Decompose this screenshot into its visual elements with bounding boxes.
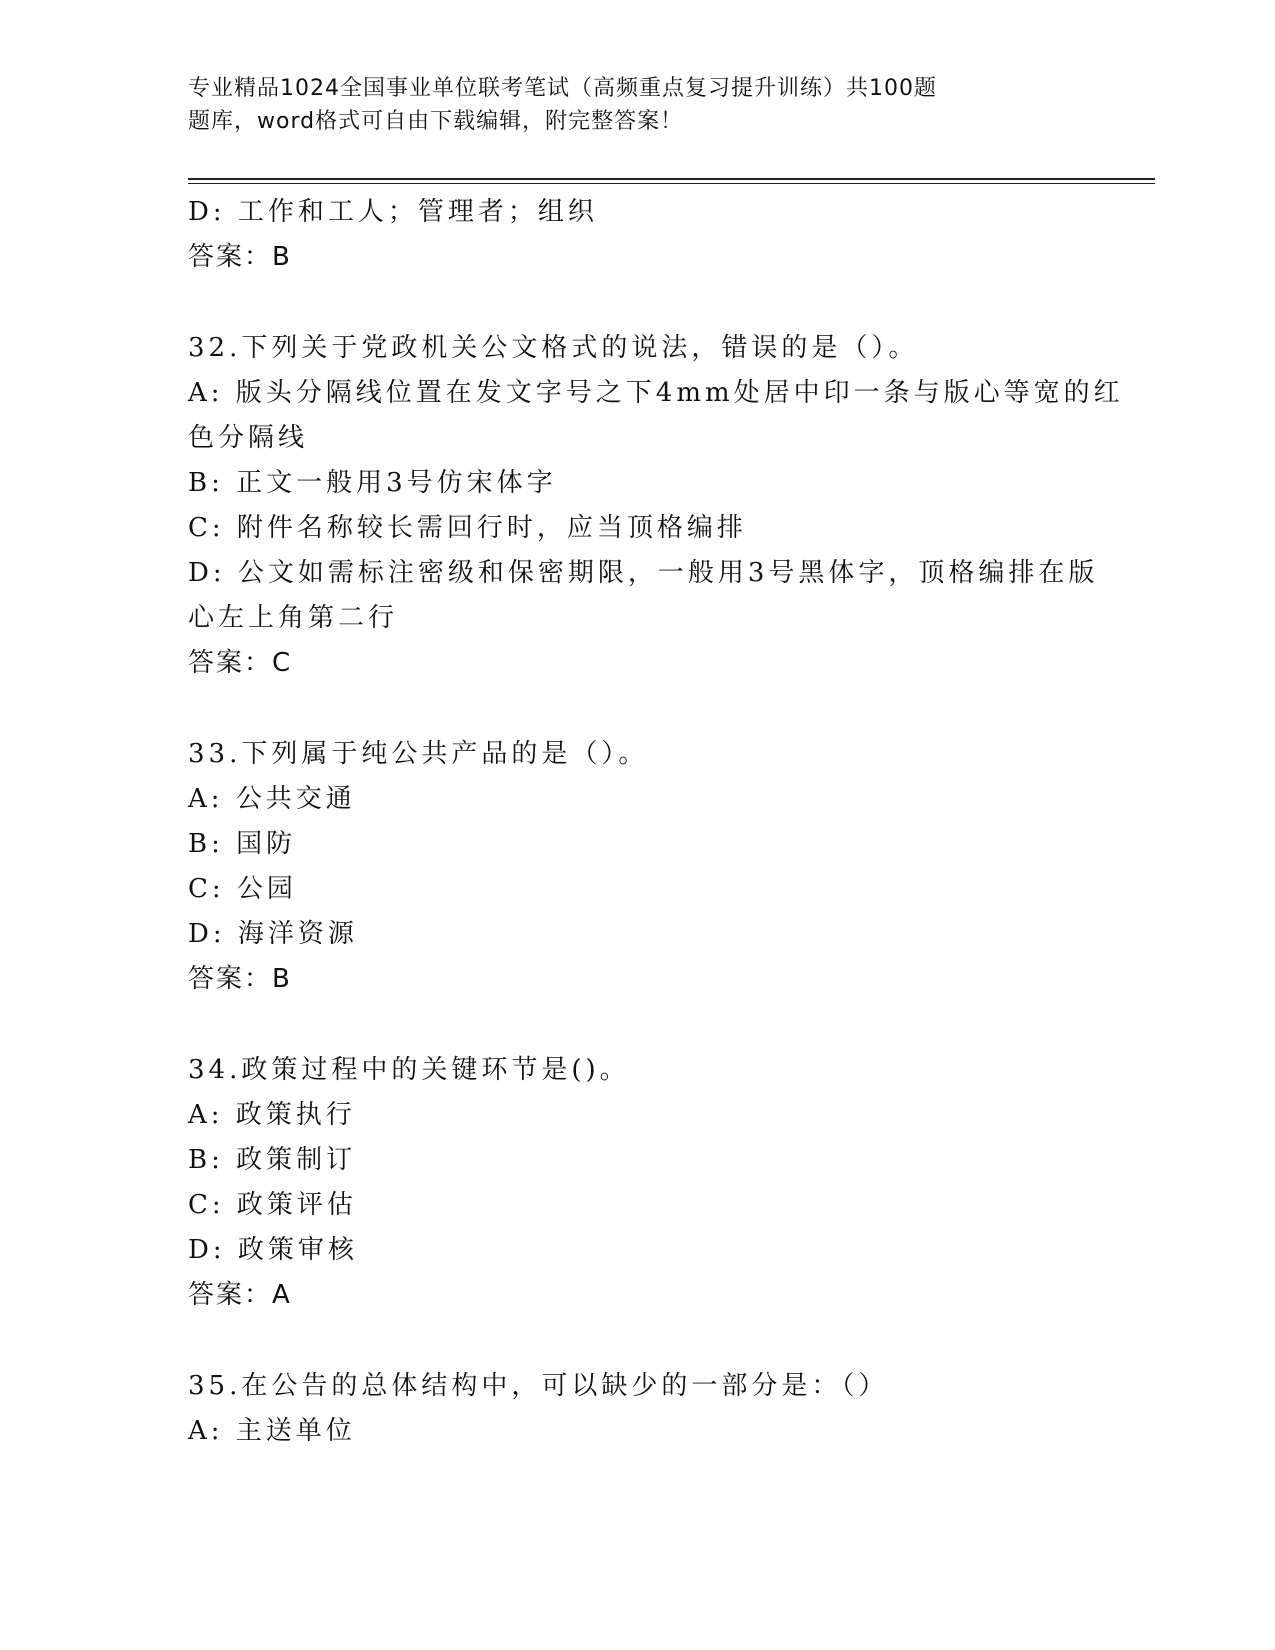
q32-option-d-line-2: 心左上角第二行 [188, 603, 399, 633]
q34-option-b: B: 政策制订 [188, 1145, 357, 1175]
header-title-line-1: 专业精品1024全国事业单位联考笔试（高频重点复习提升训练）共100题 [188, 76, 937, 101]
q32-option-b: B: 正文一般用3号仿宋体字 [188, 468, 557, 498]
q33-question: 33.下列属于纯公共产品的是（）。 [188, 739, 649, 769]
q34-question: 34.政策过程中的关键环节是()。 [188, 1055, 630, 1085]
q32-option-a-line-1: A: 版头分隔线位置在发文字号之下4mm处居中印一条与版心等宽的红 [188, 378, 1124, 408]
q31-answer: 答案：B [188, 242, 292, 272]
q33-option-a: A: 公共交通 [188, 784, 356, 814]
spacer [188, 1002, 1088, 1048]
q33-answer: 答案：B [188, 964, 292, 994]
header-divider [188, 178, 1155, 184]
header-title-line-2: 题库，word格式可自由下载编辑，附完整答案！ [188, 109, 684, 134]
page-header [188, 72, 1018, 138]
q32-answer: 答案：C [188, 648, 293, 678]
q34-answer: 答案：A [188, 1280, 292, 1310]
q32-option-d-line-1: D: 公文如需标注密级和保密期限，一般用3号黑体字，顶格编排在版 [188, 558, 1099, 588]
q33-option-b: B: 国防 [188, 829, 297, 859]
q33-option-c: C: 公园 [188, 874, 297, 904]
q34-option-d: D: 政策审核 [188, 1235, 358, 1265]
q32-option-c: C: 附件名称较长需回行时，应当顶格编排 [188, 513, 747, 543]
q35-option-a: A: 主送单位 [188, 1416, 356, 1446]
spacer [188, 1318, 1088, 1364]
q35-question: 35.在公告的总体结构中，可以缺少的一部分是：（） [188, 1371, 889, 1401]
spacer [188, 280, 1088, 326]
spacer [188, 686, 1088, 732]
q33-option-d: D: 海洋资源 [188, 919, 358, 949]
q32-question: 32.下列关于党政机关公文格式的说法，错误的是（）。 [188, 333, 919, 363]
question-list [188, 190, 1124, 1454]
q34-option-a: A: 政策执行 [188, 1100, 356, 1130]
q34-option-c: C: 政策评估 [188, 1190, 357, 1220]
q31-option-d: D: 工作和工人；管理者；组织 [188, 197, 598, 227]
q32-option-a-line-2: 色分隔线 [188, 423, 309, 453]
